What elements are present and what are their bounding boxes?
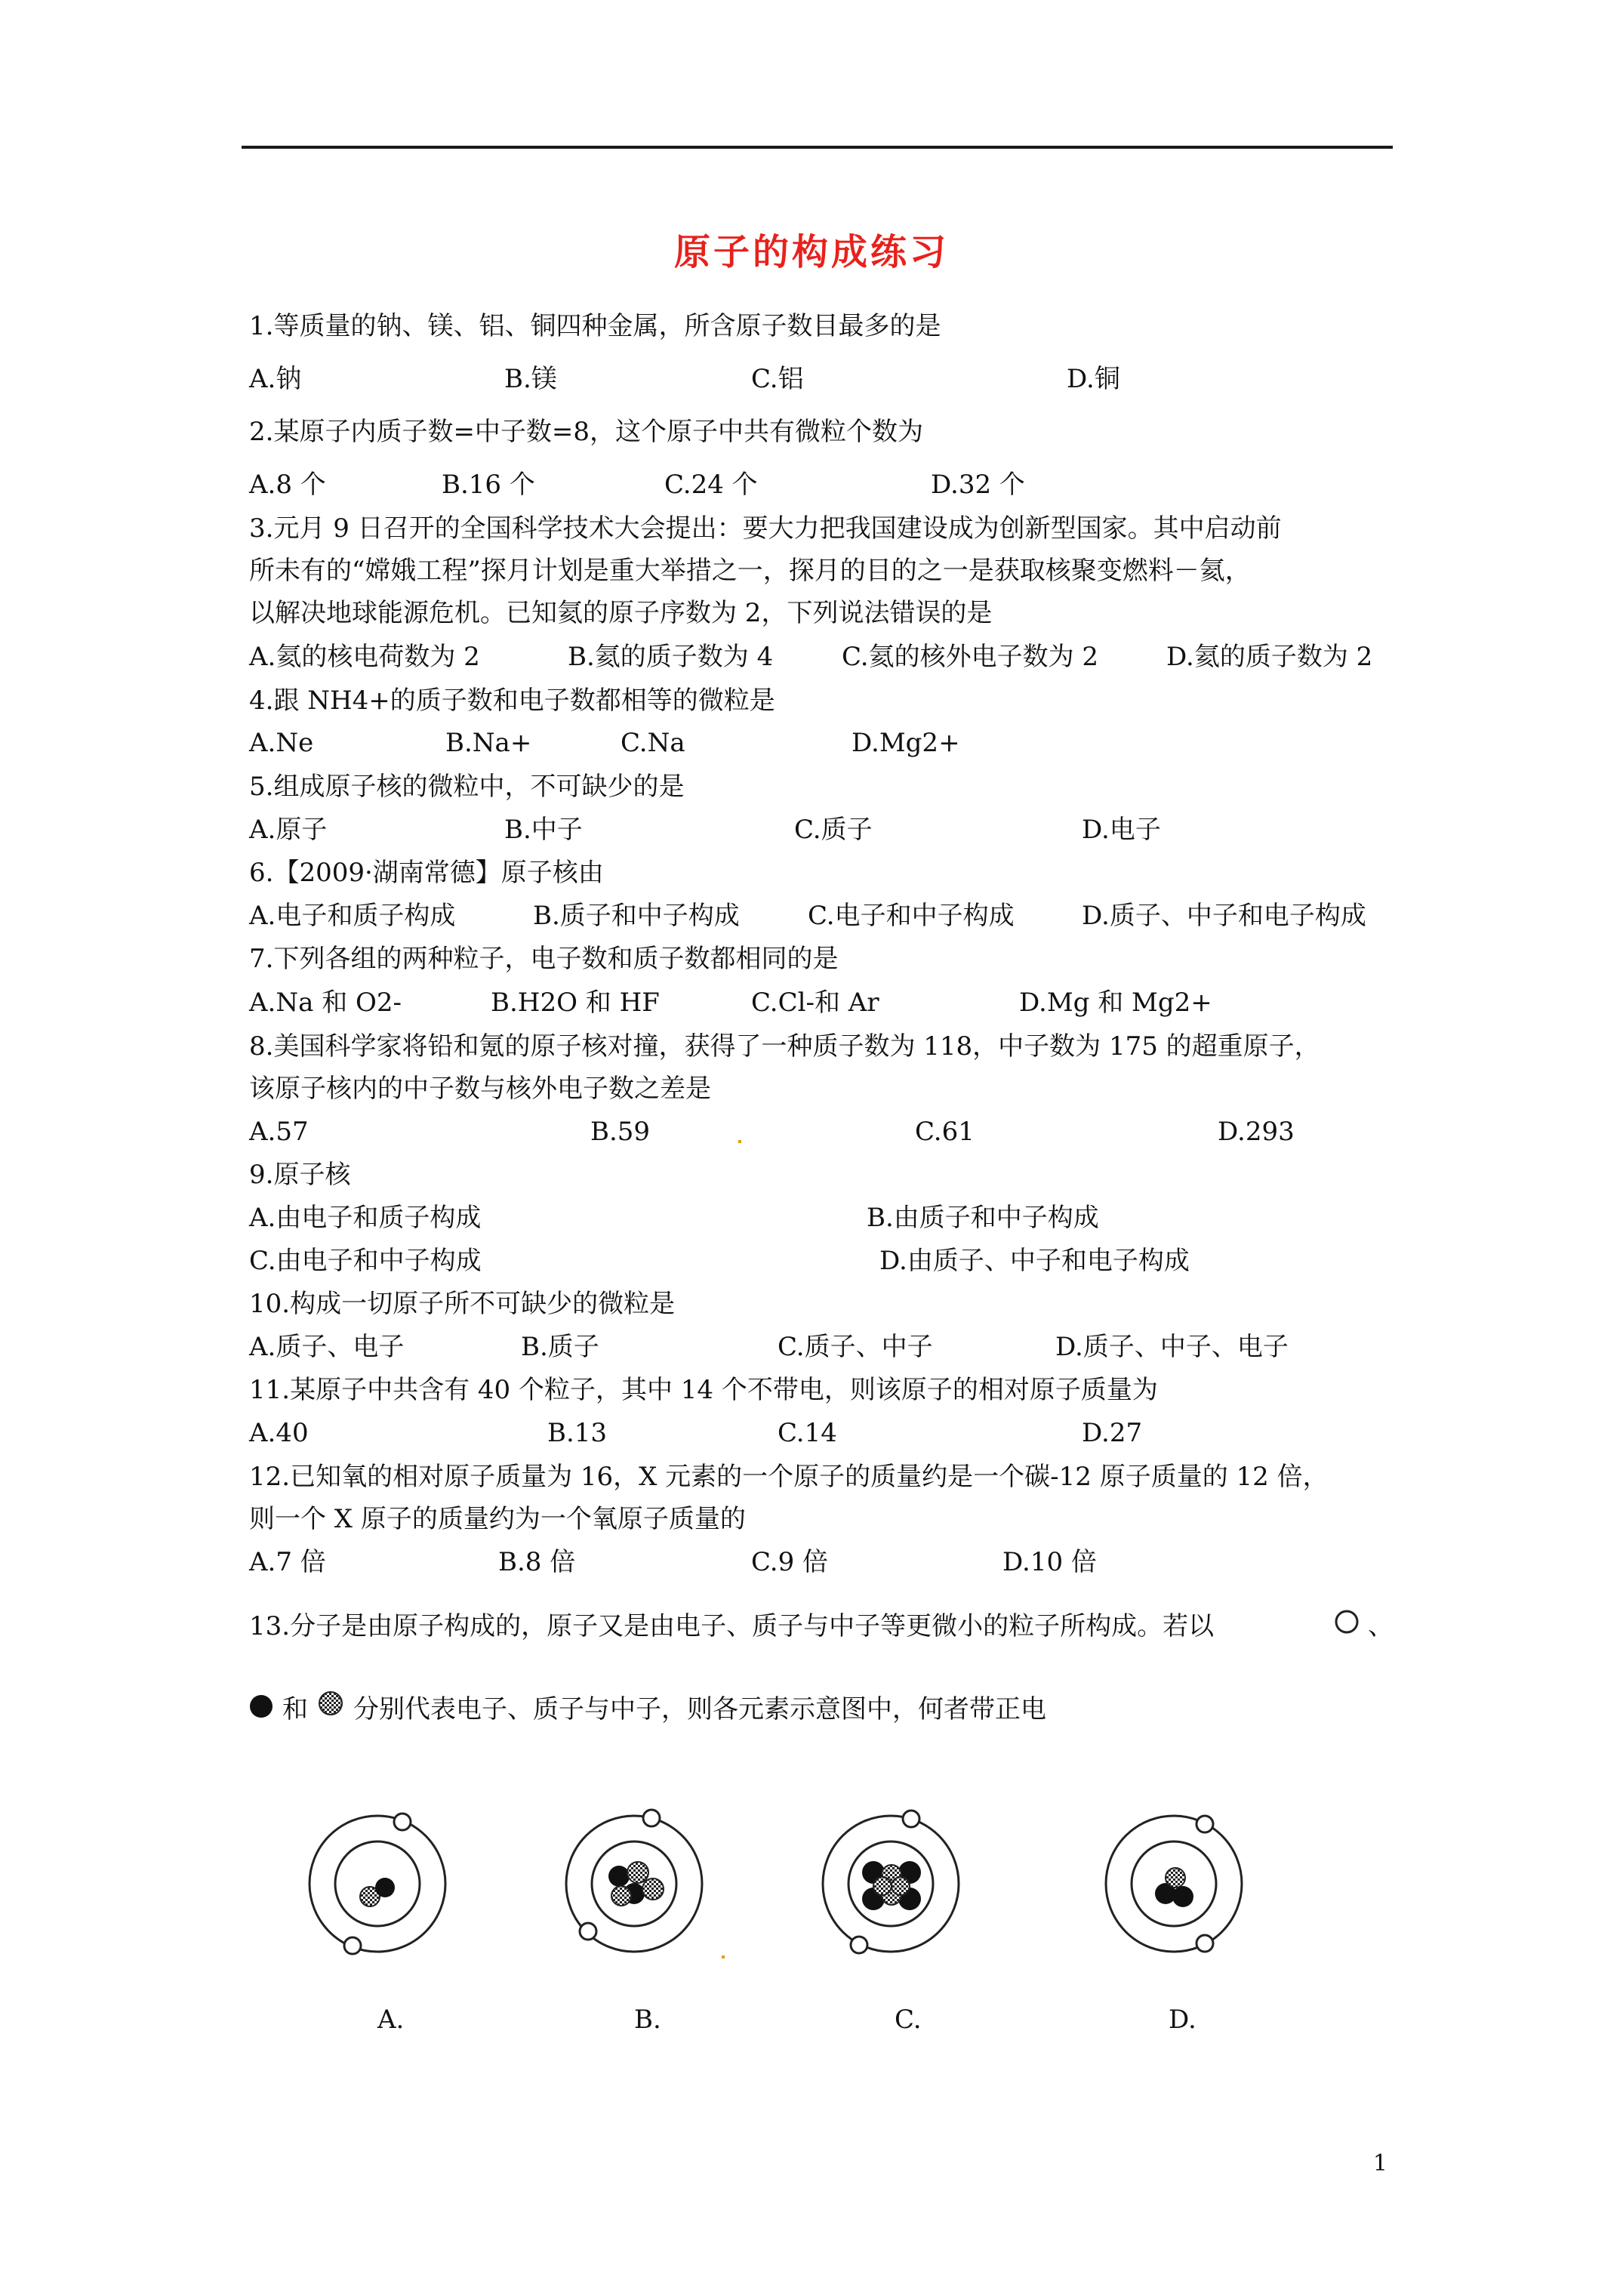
- q7-option-d: D.Mg 和 Mg2+: [1019, 988, 1212, 1018]
- q7-option-b: B.H2O 和 HF: [491, 988, 660, 1018]
- q9-option-a: A.由电子和质子构成: [249, 1203, 482, 1233]
- q4-option-d: D.Mg2+: [852, 728, 960, 758]
- q5-option-c: C.质子: [794, 815, 873, 845]
- q11-option-c: C.14: [778, 1418, 837, 1448]
- question-3-line-1: 3.元月 9 日召开的全国科学技术大会提出：要大力把我国建设成为创新型国家。其中启动前: [249, 513, 1282, 544]
- q4-option-a: A.Ne: [249, 728, 314, 758]
- q2-option-a: A.8 个: [249, 470, 326, 500]
- question-13-line-2: 分别代表电子、质子与中子，则各元素示意图中，何者带正电: [353, 1694, 1046, 1724]
- q10-option-c: C.质子、中子: [778, 1332, 933, 1362]
- q7-option-a: A.Na 和 O2-: [249, 988, 402, 1018]
- question-2: 2.某原子内质子数=中子数=8，这个原子中共有微粒个数为: [249, 417, 924, 447]
- q2-option-b: B.16 个: [442, 470, 535, 500]
- q1-option-b: B.镁: [504, 364, 557, 394]
- q3-option-d: D.氦的质子数为 2: [1166, 642, 1373, 672]
- q1-option-a: A.钠: [249, 364, 302, 394]
- question-6: 6.【2009·湖南常德】原子核由: [249, 858, 604, 888]
- header-rule: [242, 146, 1393, 149]
- q10-option-b: B.质子: [521, 1332, 599, 1362]
- question-3-line-2: 所未有的“嫦娥工程”探月计划是重大举措之一，探月的目的之一是获取核聚变燃料－氦，: [249, 556, 1251, 586]
- question-11: 11.某原子中共含有 40 个粒子，其中 14 个不带电，则该原子的相对原子质量为: [249, 1375, 1158, 1405]
- stray-dot-2: [722, 1955, 725, 1959]
- q10-option-d: D.质子、中子、电子: [1055, 1332, 1289, 1362]
- question-8-line-1: 8.美国科学家将铅和氪的原子核对撞，获得了一种质子数为 118，中子数为 175 的超重原子，: [249, 1031, 1320, 1062]
- caption-c: C.: [895, 2005, 922, 2035]
- caption-d: D.: [1169, 2005, 1196, 2035]
- q4-option-c: C.Na: [621, 728, 685, 758]
- atom-diagram-d: [1087, 1797, 1261, 1971]
- q12-option-c: C.9 倍: [751, 1547, 829, 1577]
- q12-option-a: A.7 倍: [249, 1547, 326, 1577]
- question-7: 7.下列各组的两种粒子，电子数和质子数都相同的是: [249, 944, 839, 974]
- page-number: 1: [1372, 2150, 1387, 2177]
- q3-option-b: B.氦的质子数为 4: [568, 642, 774, 672]
- q6-option-c: C.电子和中子构成: [808, 901, 1015, 931]
- q2-option-c: C.24 个: [664, 470, 758, 500]
- legend-and: 和: [282, 1694, 308, 1724]
- q7-option-c: C.Cl-和 Ar: [751, 988, 879, 1018]
- electron-legend-icon: [1332, 1607, 1362, 1637]
- question-13-line-1: 13.分子是由原子构成的，原子又是由电子、质子与中子等更微小的粒子所构成。若以: [249, 1611, 1215, 1641]
- q6-option-b: B.质子和中子构成: [533, 901, 740, 931]
- atom-diagram-b: [547, 1797, 721, 1971]
- q11-option-b: B.13: [547, 1418, 608, 1448]
- q9-option-b: B.由质子和中子构成: [867, 1203, 1099, 1233]
- question-12-line-1: 12.已知氧的相对原子质量为 16，X 元素的一个原子的质量约是一个碳-12 原子质量的 12 倍，: [249, 1462, 1329, 1492]
- proton-legend-icon: [246, 1691, 276, 1721]
- caption-b: B.: [634, 2005, 661, 2035]
- q5-option-a: A.原子: [249, 815, 328, 845]
- q9-option-d: D.由质子、中子和电子构成: [879, 1246, 1190, 1276]
- q3-option-a: A.氦的核电荷数为 2: [249, 642, 480, 672]
- question-3-line-3: 以解决地球能源危机。已知氦的原子序数为 2，下列说法错误的是: [249, 598, 993, 628]
- question-1: 1.等质量的钠、镁、铝、铜四种金属，所含原子数目最多的是: [249, 311, 941, 341]
- q3-option-c: C.氦的核外电子数为 2: [842, 642, 1099, 672]
- stray-dot: [738, 1140, 741, 1143]
- q8-option-d: D.293: [1218, 1117, 1295, 1147]
- question-8-line-2: 该原子核内的中子数与核外电子数之差是: [249, 1074, 711, 1104]
- q5-option-d: D.电子: [1082, 815, 1161, 845]
- q10-option-a: A.质子、电子: [249, 1332, 405, 1362]
- question-10: 10.构成一切原子所不可缺少的微粒是: [249, 1289, 676, 1319]
- atom-diagram-c: [804, 1797, 978, 1971]
- q8-option-c: C.61: [915, 1117, 975, 1147]
- q1-option-d: D.铜: [1067, 364, 1120, 394]
- q9-option-c: C.由电子和中子构成: [249, 1246, 482, 1276]
- q1-option-c: C.铝: [751, 364, 804, 394]
- legend-separator: 、: [1368, 1611, 1394, 1641]
- atom-diagram-a: [291, 1797, 464, 1971]
- question-9: 9.原子核: [249, 1160, 351, 1190]
- q2-option-d: D.32 个: [931, 470, 1025, 500]
- q11-option-d: D.27: [1082, 1418, 1143, 1448]
- question-12-line-2: 则一个 X 原子的质量约为一个氧原子质量的: [249, 1504, 746, 1534]
- caption-a: A.: [377, 2005, 405, 2035]
- q4-option-b: B.Na+: [445, 728, 532, 758]
- q5-option-b: B.中子: [504, 815, 583, 845]
- q12-option-d: D.10 倍: [1002, 1547, 1097, 1577]
- q8-option-a: A.57: [249, 1117, 309, 1147]
- question-4: 4.跟 NH4+的质子数和电子数都相等的微粒是: [249, 686, 775, 716]
- q11-option-a: A.40: [249, 1418, 309, 1448]
- neutron-legend-icon: [316, 1688, 346, 1718]
- page-title: 原子的构成练习: [673, 231, 949, 273]
- q8-option-b: B.59: [590, 1117, 651, 1147]
- q12-option-b: B.8 倍: [498, 1547, 576, 1577]
- question-5: 5.组成原子核的微粒中，不可缺少的是: [249, 772, 685, 802]
- q6-option-a: A.电子和质子构成: [249, 901, 456, 931]
- q6-option-d: D.质子、中子和电子构成: [1082, 901, 1366, 931]
